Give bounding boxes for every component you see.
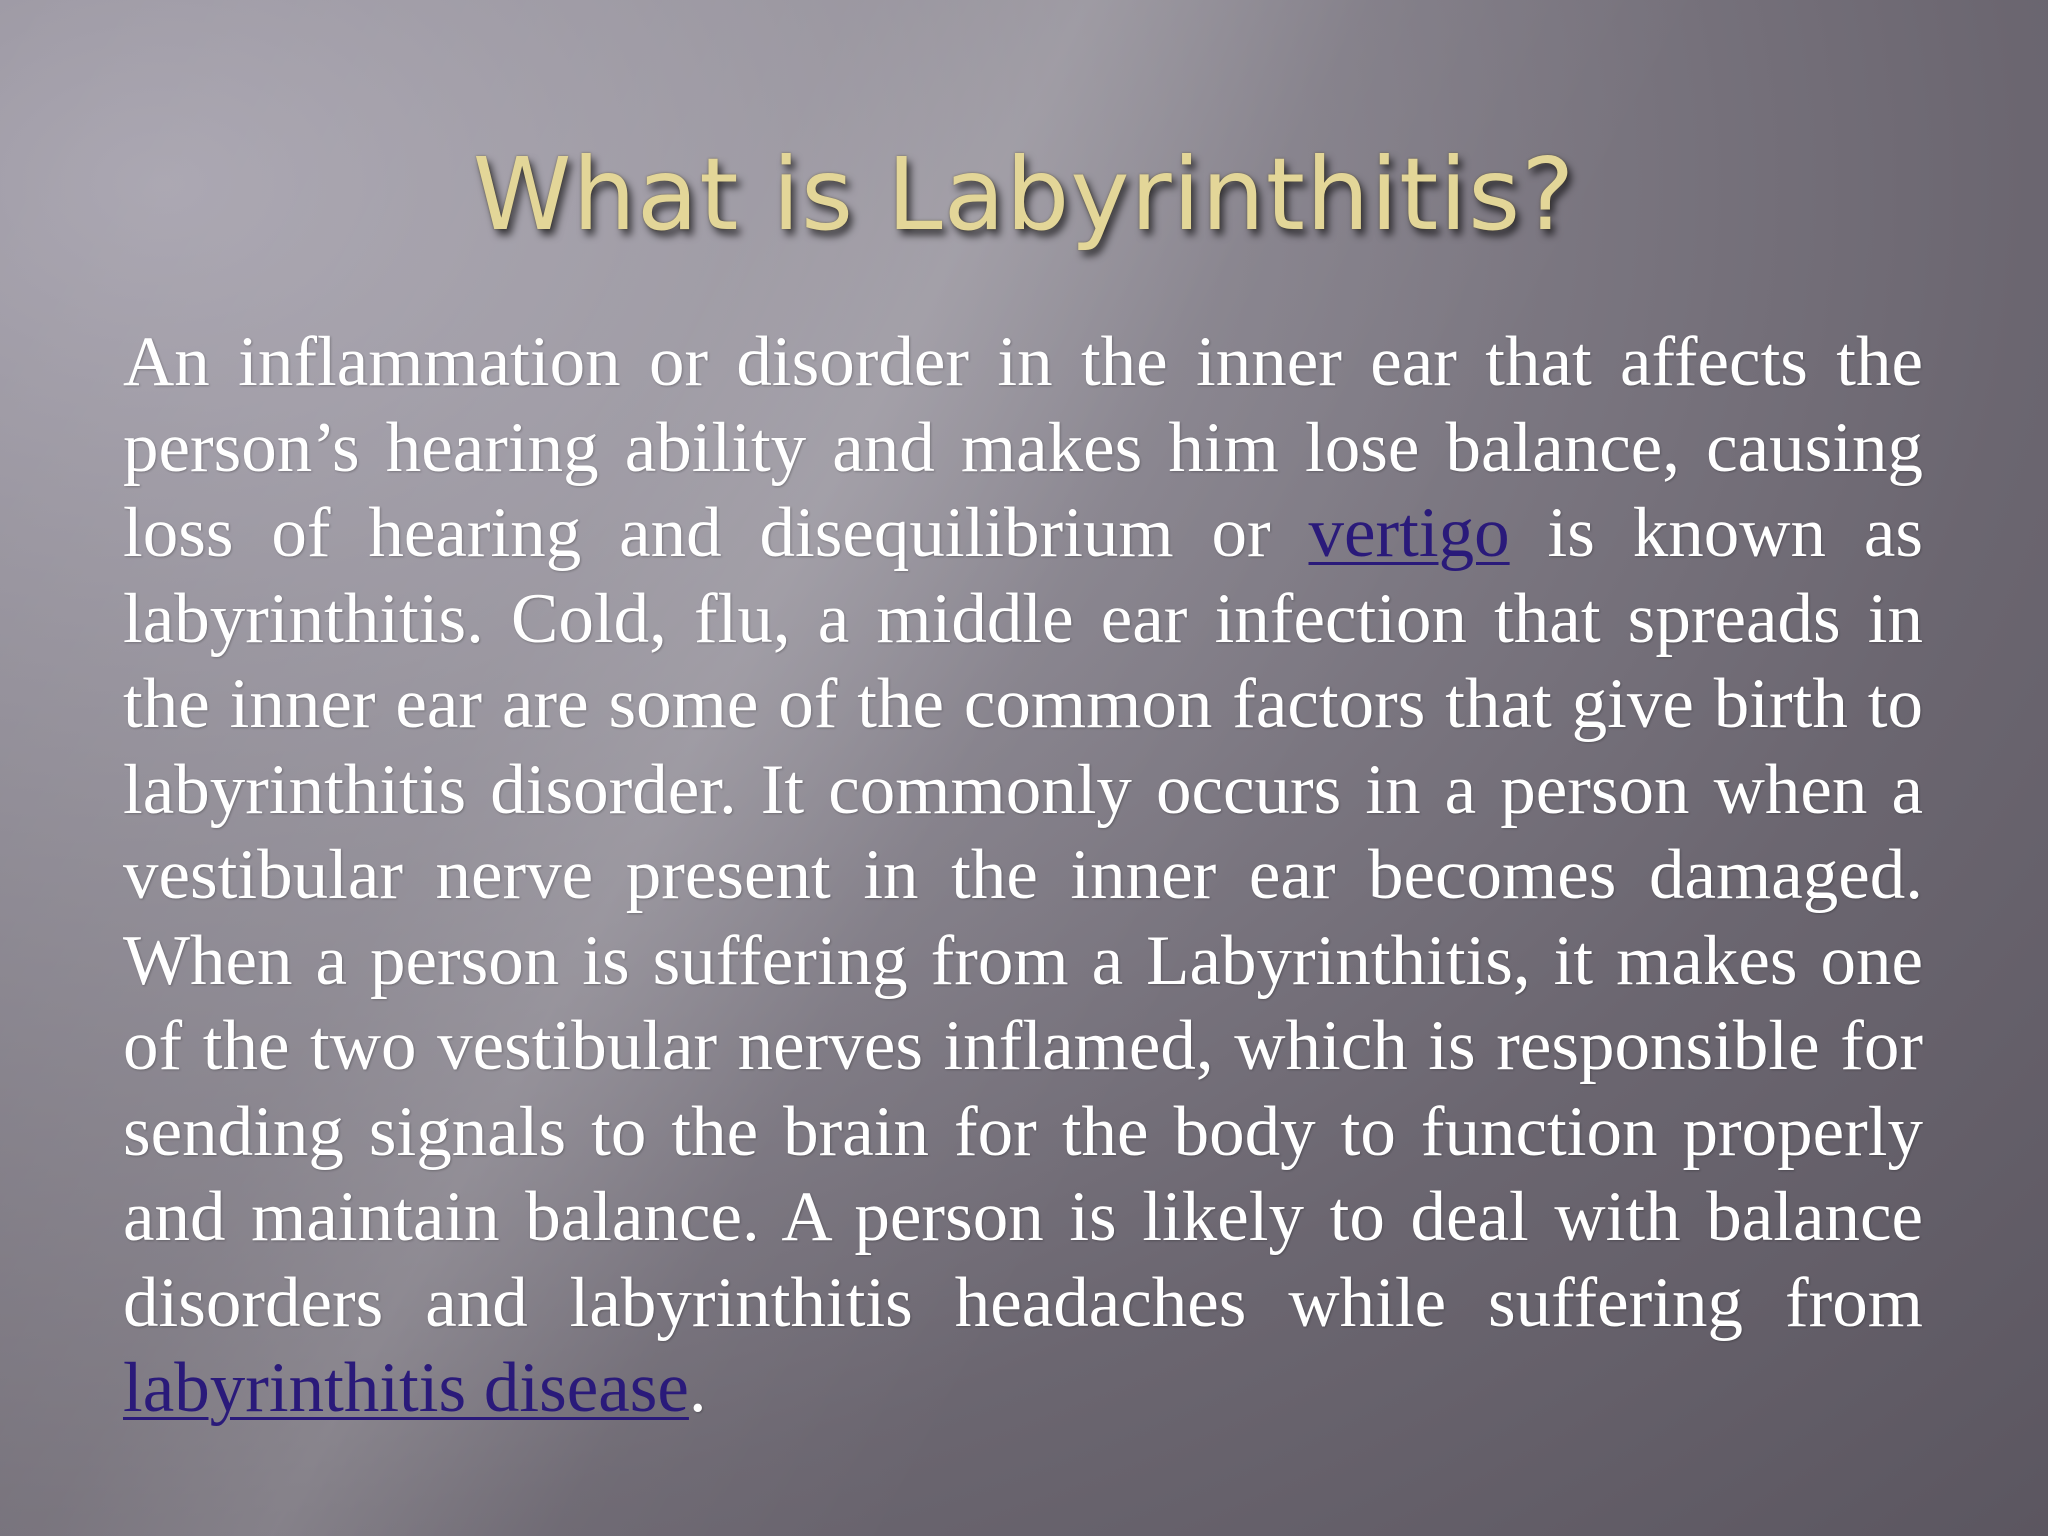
vertigo-link[interactable]: vertigo	[1308, 494, 1510, 572]
body-text-part-2: is known as labyrinthitis. Cold, flu, a middle ear infection that spreads in the inner ear are some of the common factors that give birth to labyrinthitis disorder. It commonly occurs in a person when a vestibular nerve present in the inner ear becomes damaged. When a person is suffering from a Labyrinthitis, it makes one of the two vestibular nerves inflamed, which is responsible for sending signals to the brain for the body to function properly and maintain balance. A person is likely to deal with balance disorders and labyrinthitis headaches while suffering from	[123, 494, 1923, 1342]
body-text-part-1: An inflammation or disorder in the inner ear that affects the person’s hearing ability and makes him lose balance, causing loss of hearing and disequilibrium or	[123, 323, 1923, 572]
labyrinthitis-disease-link[interactable]: labyrinthitis disease	[123, 1349, 689, 1427]
body-text-part-3: .	[688, 1349, 707, 1427]
slide-title: What is Labyrinthitis?	[472, 136, 1576, 253]
slide-body-text	[123, 320, 1923, 1432]
